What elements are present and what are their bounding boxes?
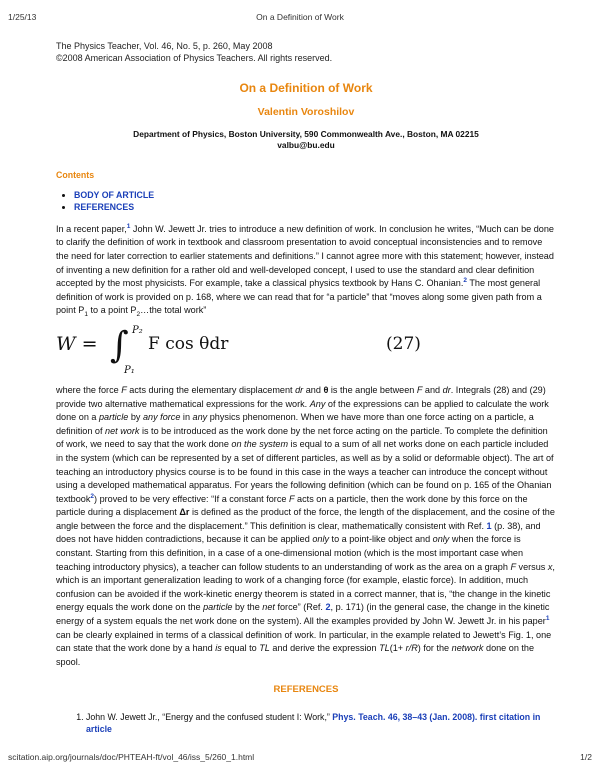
text: of the expressions can be applied to calculate the work done on a [56,398,549,423]
text: , p. 171) (in the general case, the change in the kinetic energy of a system equals the net work done on the system). All the examples provided by John W. Jewett Jr. in his paper [56,602,550,627]
equation-number: (27) [386,333,421,354]
print-title: On a Definition of Work [256,12,344,22]
em: r/R [405,643,418,654]
text: when the force is constant. Starting from this definition, in a case of a one-dimensional motion (which is the most important case when teaching introductory physics), a teacher can follow students to an understanding of work as the area on a graph [56,534,524,572]
references-list [56,711,556,735]
text: where the force [56,384,122,395]
references-heading: REFERENCES [273,684,339,696]
text: to a point-like object and [329,534,433,545]
text: acts on a particle, then the work done by this force on the particle during a displacement [56,493,528,518]
text: force” (Ref. [274,602,326,613]
work-equation [56,324,556,382]
em: dr [295,384,304,395]
subscript: 2 [136,311,141,319]
text: is to be introduced as the work done by the net force acting on the particle. To complete the definition of work, we need to say that the work done [56,425,548,450]
footnote-link-1[interactable]: 1 [545,615,550,622]
em: Any [309,398,326,409]
em: dr [442,384,451,395]
integral-upper-limit: P₂ [132,324,143,336]
text: by [128,412,143,423]
subscript: 1 [84,311,88,319]
text: The most general definition of work is provided on p. 168, where we can read that for “a particle” that “moves along some given path from a point P [56,278,542,316]
theta-symbol: θ [323,384,329,395]
print-date: 1/25/13 [8,12,37,22]
text: and derive the expression [269,643,380,654]
paragraph-main [56,384,556,669]
text: by the [232,602,263,613]
print-header [0,12,600,26]
text: (1+ [389,643,406,654]
page-url: scitation.aip.org/journals/doc/PHTEAH-ft/vol_46/iss_5/260_1.html [8,752,255,762]
footnote-link-2[interactable]: 2 [90,492,95,500]
em: network [451,643,484,654]
em: F [121,384,127,395]
citation [56,40,556,64]
em: only [312,534,330,545]
toc-item [74,189,556,201]
article-page [56,40,556,735]
text: physics phenomenon. When we have more than one force acting on a particle, a definition of [56,412,534,436]
affiliation-address: Department of Physics, Boston University, 590 Commonwealth Ave., Boston, MA 02215 [133,129,479,140]
text: versus [516,561,548,572]
reference-text: John W. Jewett Jr., “Energy and the confused student I: Work,” [86,712,333,722]
reference-link[interactable]: Phys. Teach. 46, 38–43 (Jan. 2008). first citation in article [86,712,541,734]
paragraph-intro [56,223,556,318]
em: TL [379,643,390,654]
em: net [262,602,275,613]
equation-lhs: W = [56,332,98,355]
em: any force [142,412,181,423]
em: net work [105,425,140,436]
delta-symbol: Δr [179,507,190,518]
integrand: F cos θdr [148,333,229,354]
text: equal to [221,643,260,654]
toc-link-references[interactable]: REFERENCES [74,201,135,212]
text: John W. Jewett Jr. tries to introduce a new definition of work. In conclusion he writes, “Much can be done to clarify the definition of work in textbook and classroom presentation to avoid conceptual inconsistencies and to remove the need for later correction to earlier statements and definitions.” I cannot agree more with this statement; however, instead of inventing a new definition for a rather old and well-developed concept, I used to use the standard and clear definition accepted by the most physicists. For example, take a classical physics textbook by Hans C. Ohanian. [56,223,554,289]
text: and [303,384,324,395]
text: . Integrals (28) and (29) provide two alternative mathematical expressions for the work. [56,384,546,409]
reference-item [86,711,556,735]
text: is equal to a sum of all net works done on each particle included in the system (which can be represented by a set of different particles, as well as by a solid or deformable object). The art of teaching an introductory physics course is to be found in this case in the ways a teacher can introduce the concept without using a developed mathematical apparatus. For years the following definition (which can be found on p. 165 of the Ohanian textbook [56,439,554,504]
em: any [192,412,208,423]
em: F [288,493,295,504]
author-email: valbu@bu.edu [277,140,335,151]
em: on the system [231,439,289,450]
text: and [422,384,443,395]
text: …the total work” [140,305,207,316]
text: , which is an important generalization leading to work of a changing force (for example, elastic force). In addition, much confusion can be avoided if the work-kinetic energy theorem is stated in a correct manner, that is, “the change in the kinetic energy equals the work done on the [56,561,555,613]
em: particle [98,412,129,423]
em: F [510,561,517,572]
text: can be clearly explained in terms of a classical definition of work. In particular, in the example related to Jewett’s Fig. 1, one can state that the work done by a hand [56,629,552,654]
ref-link-2[interactable]: 2 [325,602,331,613]
text: acts during the elementary displacement [126,384,296,395]
contents-list [56,189,556,213]
em: only [432,534,450,545]
em: is [215,643,222,654]
em: F [416,384,423,395]
text: In a recent paper, [56,223,127,234]
article-author: Valentin Voroshilov [257,105,355,118]
integral-sign: ∫ [110,324,129,366]
citation-line: The Physics Teacher, Vol. 46, No. 5, p. 260, May 2008 [56,41,273,51]
toc-link-body[interactable]: BODY OF ARTICLE [74,189,155,200]
contents-heading: Contents [56,170,95,181]
text: is the angle between [328,384,417,395]
toc-item [74,201,556,213]
ref-link-1[interactable]: 1 [486,520,492,531]
footnote-link-2[interactable]: 2 [463,277,468,285]
article-title: On a Definition of Work [239,81,373,95]
affiliation [56,129,556,151]
em: particle [203,602,233,613]
text: (p. 38), and does not have hidden contradictions, because it can be applied [56,520,541,545]
text: ) proved to be very effective: “If a constant force [94,493,289,504]
text: done on the spool. [56,643,535,667]
copyright-line: ©2008 American Association of Physics Teachers. All rights reserved. [56,53,333,63]
text: to a point P [87,305,137,316]
em: x [547,561,553,572]
em: TL [259,643,270,654]
integral-lower-limit: P₁ [124,364,135,376]
text: ) for the [417,643,452,654]
text: is defined as the product of the force, the length of the displacement, and the cosine of the angle between the force and the displacement.” This definition is clear, mathematically consistent with Ref. [56,507,555,531]
page-number: 1/2 [580,752,592,762]
text: in [180,412,193,423]
footnote-link-1[interactable]: 1 [126,222,131,230]
